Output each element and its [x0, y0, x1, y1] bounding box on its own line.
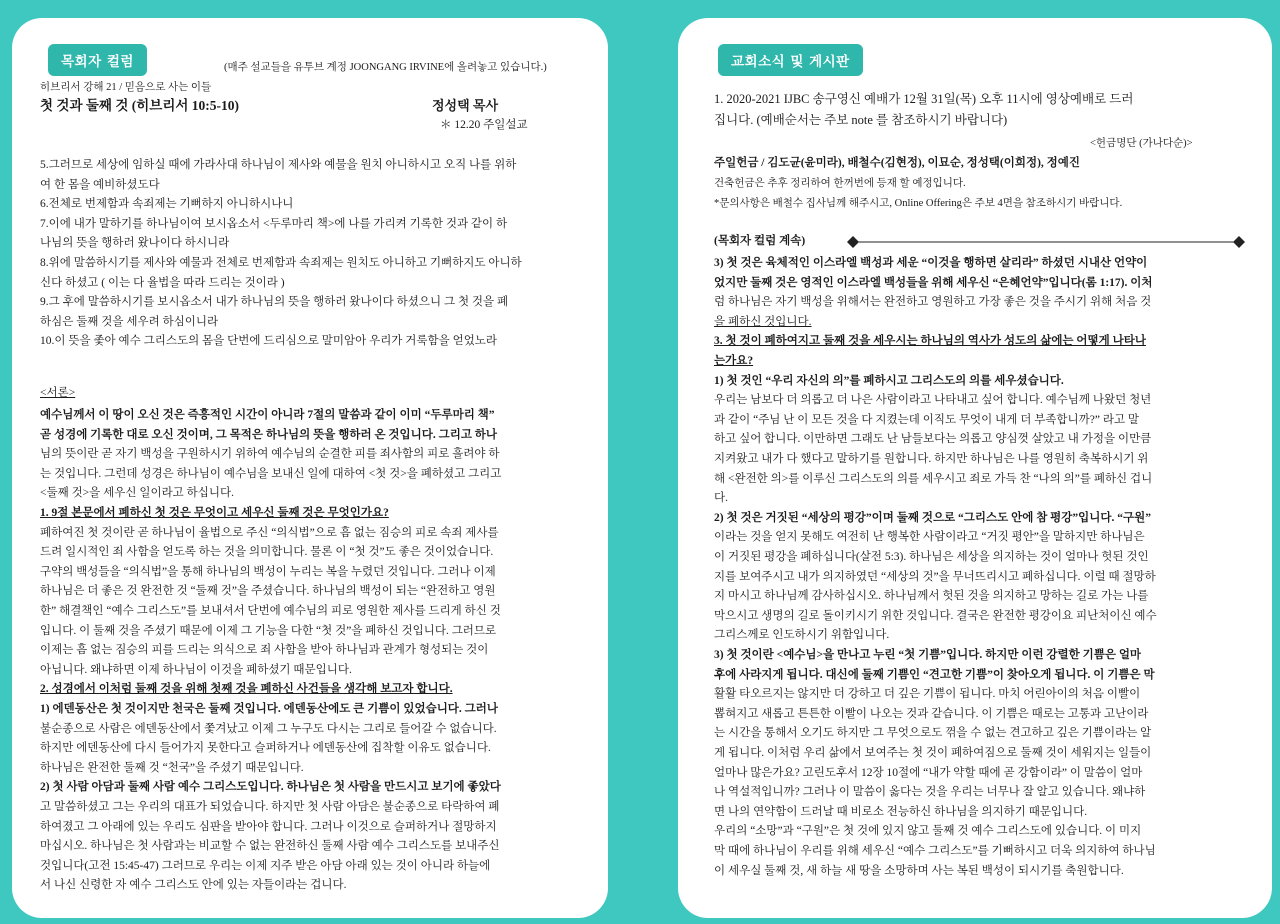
text-line: 7.이에 내가 말하기를 하나님이여 보시옵소서 <두루마리 책>에 나를 가리켜 기록한 것과 같이 하: [40, 217, 508, 230]
text-line: 서 나신 신령한 자 예수 그리스도 안에 있는 자들이라는 겁니다.: [40, 879, 347, 892]
text-line: 후에 사라지게 됩니다. 대신에 둘째 기쁨인 “견고한 기쁨”이 찾아오게 됩니다. 이 기쁨은 막: [714, 668, 1155, 681]
sermon-title: 첫 것과 둘째 것 (히브리서 10:5-10): [40, 98, 240, 113]
sermon-series: 히브리서 강해 21 / 믿음으로 사는 이들: [40, 82, 212, 93]
text-line: 이라는 것을 얻지 못해도 여전히 난 행복한 사람이라고 “거짓 평안”을 말하지만 하나님은: [714, 531, 1145, 544]
text-line: 3. 첫 것이 폐하여지고 둘째 것을 세우시는 하나님의 역사가 성도의 삶에는 어떻게 나타나: [714, 335, 1146, 348]
text-line: 과 같이 “주님 난 이 모든 것을 다 지켰는데 이직도 무엇이 내게 더 부족합니까?” 라고 말: [714, 413, 1140, 426]
text-line: 하심은 둘째 것을 세우려 하심이니라: [40, 315, 219, 328]
text-line: 이 세우실 둘째 것, 새 하늘 새 땅을 소망하며 사는 복된 백성이 되시기를 축원합니다.: [714, 864, 1124, 877]
sermon-date: ＊ 12.20 주일설교: [440, 119, 528, 131]
text-line: 하지만 에덴동산에 다시 들어가지 못한다고 슬퍼하거나 에덴동산에 집착할 이유도 없습니다.: [40, 742, 491, 755]
text-line: 한” 해결책인 “예수 그리스도”를 보내셔서 단번에 예수님의 피로 영원한 제사를 드리게 하신 것: [40, 605, 501, 617]
text-line: 입니다. 이 둘째 것을 주셨기 때문에 이제 그 기능을 다한 “첫 것”을 폐하신 것입니다. 그러므로: [40, 624, 497, 637]
text-line: 는 것입니다. 그런데 성경은 하나님이 예수님을 보내신 일에 대하여 <첫 것>을 폐하셨고 그리고: [40, 467, 502, 480]
text-line: 신다 하셨고 ( 이는 다 율법을 따라 드리는 것이라 ): [40, 276, 285, 289]
text-line: 2) 첫 것은 거짓된 “세상의 평강”이며 둘째 것으로 “그리스도 안에 참 평강”입니다. “구원”: [714, 511, 1151, 524]
text-line: 막으시고 생명의 길로 돌이키시기 위한 것입니다. 결국은 완전한 평강이요 피난처이신 예수: [714, 609, 1157, 622]
text-line: 는 시간을 통해서 오기도 하지만 그 무엇으로도 꺾을 수 없는 견고하고 깊은 기쁨이라는 알: [714, 727, 1152, 740]
text-line: 고 말씀하셨고 그는 우리의 대표가 되었습니다. 하지만 첫 사람 아담은 불순종으로 타락하여 폐: [40, 801, 500, 813]
text-line: 2. 성경에서 이처럼 둘째 것을 위해 첫째 것을 폐하신 사건들을 생각해 보고자 합니다.: [40, 683, 453, 696]
text-line: 면 나의 연약함이 드러날 때 비로소 전능하신 하나님을 의지하기 때문입니다.: [714, 805, 1088, 818]
text-line: 1) 에덴동산은 첫 것이지만 천국은 둘째 것입니다. 에덴동산에도 큰 기쁨이 있었습니다. 그러나: [40, 703, 498, 715]
text-line: 여 한 몸을 예비하셨도다: [40, 178, 160, 191]
text-line: 었지만 둘째 것은 영적인 이스라엘 백성들을 위해 세우신 “은혜언약”입니다(롬 1:17). 이처: [714, 276, 1153, 289]
text-line: 하나님은 더 좋은 것 완전한 것 “둘째 것”을 주셨습니다. 하나님의 백성이 되는 “완전하고 영원: [40, 585, 496, 598]
text-line: 5.그러므로 세상에 임하실 때에 가라사대 하나님이 제사와 예물을 원치 아니하시고 오직 나를 위하: [40, 159, 517, 171]
text-line: 2) 첫 사람 아담과 둘째 사람 예수 그리스도입니다. 하나님은 첫 사람을 만드시고 보기에 좋았다: [40, 781, 501, 794]
text-line: 불순종으로 사람은 에덴동산에서 쫓겨났고 이제 그 누구도 다시는 그리로 들어갈 수 없습니다.: [40, 722, 497, 735]
text-line: 1. 9절 본문에서 폐하신 첫 것은 무엇이고 세우신 둘째 것은 무엇인가요?: [40, 507, 389, 519]
text-line: 게 됩니다. 이처럼 우리 삶에서 보여주는 첫 것이 폐하여짐으로 둘째 것이 세워지는 일들이: [714, 747, 1152, 759]
text-line: 다.: [714, 492, 728, 505]
text-line: 드려 일시적인 죄 사함을 얻도록 하는 것을 의미합니다. 물론 이 “첫 것”도 좋은 것이었습니다.: [40, 546, 494, 559]
text-line: 예수님께서 이 땅이 오신 것은 즉흥적인 시간이 아니라 7절의 말씀과 같이 이미 “두루마리 책”: [40, 409, 495, 421]
intro-heading: <서론>: [40, 387, 76, 399]
text-line: 1) 첫 것인 “우리 자신의 의”를 폐하시고 그리스도의 의를 세우셨습니다.: [714, 374, 1064, 387]
text-line: 이 거짓된 평강을 폐하십니다(살전 5:3). 하나님은 세상을 의지하는 것이 얼마나 헛된 것인: [714, 551, 1149, 563]
text-line: 우리는 남보다 더 의롭고 더 나은 사람이라고 나타내고 싶어 합니다. 예수님께 나왔던 청년: [714, 394, 1152, 407]
text-line: 이제는 흠 없는 짐승의 피를 드리는 의식으로 죄 사함을 받아 하나님과 관계가 형성되는 것이: [40, 644, 489, 657]
text-line: 해 <완전한 의>를 이루신 그리스도의 의를 세우시고 죄로 가득 찬 “나의 의”를 폐하신 겁니: [714, 472, 1153, 485]
text-line: 활활 타오르지는 않지만 더 강하고 더 깊은 기쁨이 됩니다. 마치 어린아이의 처음 이빨이: [714, 688, 1141, 701]
text-line: 나 역설적입니까? 그러나 이 말씀이 옳다는 것을 우리는 너무나 잘 알고 있습니다. 왜냐하: [714, 786, 1146, 799]
text-line: 럼 하나님은 자기 백성을 위해서는 완전하고 영원하고 가장 좋은 것을 주시기 위해 처음 것: [714, 296, 1152, 309]
right-page: [678, 18, 1272, 918]
text-line: 8.위에 말씀하시기를 제사와 예물과 전체로 번제함과 속죄제는 원치도 아니하고 기뻐하지도 아니하: [40, 257, 522, 269]
text-line: 뽑혀지고 새롭고 튼튼한 이빨이 나오는 것과 같습니다. 이 기쁨은 때로는 고통과 고난이라: [714, 707, 1149, 720]
offering-names: 주일헌금 / 김도균(윤미라), 배철수(김현정), 이묘순, 정성택(이희정), 정예진: [714, 157, 1080, 169]
text-line: 나님의 뜻을 행하러 왔나이다 하시니라: [40, 237, 230, 250]
text-line: 6.전체로 번제함과 속죄제는 기뻐하지 아니하시나니: [40, 198, 294, 211]
text-line: 지켜왔고 내가 다 했다고 말하기를 원합니다. 하지만 하나님은 나를 영원히 축복하시기 위: [714, 453, 1149, 465]
text-line: 는가요?: [714, 355, 754, 367]
column-continued: (목회자 컬럼 계속): [714, 235, 806, 247]
text-line: 하고 싶어 합니다. 이만하면 그래도 난 남들보다는 의롭고 양심껏 살았고 내 가정을 이만큼: [714, 433, 1152, 446]
text-line: 것입니다(고전 15:45-47) 그러므로 우리는 이제 지주 받은 아담 아래 있는 것이 아니라 하늘에: [40, 859, 491, 872]
offering-note-2: *문의사항은 배철수 집사님께 해주시고, Online Offering은 주보 4면을 참조하시기 바랍니다.: [714, 198, 1123, 209]
text-line: <둘째 것>을 세우신 일이라고 하십니다.: [40, 487, 234, 500]
news-board-tag: 교회소식 및 게시판: [718, 44, 863, 76]
text-line: 님의 뜻이란 곧 자기 백성을 구원하시기 위하여 예수님의 순결한 피를 죄사함의 피로 흘려야 하: [40, 448, 500, 461]
text-line: 9.그 후에 말씀하시기를 보시옵소서 내가 하나님의 뜻을 행하러 왔나이다 하셨으니 그 첫 것을 폐: [40, 296, 509, 309]
pastor-column-tag: 목회자 컬럼: [48, 44, 147, 76]
offering-heading: <헌금명단 (가나다순)>: [1090, 138, 1193, 149]
text-line: 얼마나 많은가요? 고린도후서 12장 10절에 “내가 약할 때에 곧 강함이라” 이 말씀이 얼마: [714, 766, 1143, 779]
text-line: 마십시오. 하나님은 첫 사람과는 비교할 수 없는 완전하신 둘째 사람 예수 그리스도를 보내주신: [40, 840, 500, 853]
text-line: 곧 성경에 기록한 대로 오신 것이며, 그 목적은 하나님의 뜻을 행하러 온 것입니다. 그리고 하나: [40, 428, 498, 441]
text-line: 우리의 “소망”과 “구원”은 첫 것에 있지 않고 둘째 것 예수 그리스도에 있습니다. 이 미지: [714, 825, 1142, 838]
text-line: 아닙니다. 왜냐하면 이제 하나님이 이것을 폐하셨기 때문입니다.: [40, 663, 352, 676]
youtube-note: (매주 설교들을 유투브 계정 JOONGANG IRVINE에 올려놓고 있습니다.): [224, 62, 547, 73]
text-line: 3) 첫 것은 육체적인 이스라엘 백성과 세운 “이것을 행하면 살리라” 하셨던 시내산 언약이: [714, 257, 1148, 269]
text-line: 3) 첫 것이란 <예수님>을 만나고 누린 “첫 기쁨”입니다. 하지만 이런 강렬한 기쁨은 얼마: [714, 649, 1142, 661]
news-line-2: 집니다. (예배순서는 주보 note 를 참조하시기 바랍니다): [714, 113, 1008, 127]
news-line-1: 1. 2020-2021 IJBC 송구영신 예배가 12월 31일(목) 오후 11시에 영상예배로 드러: [714, 92, 1134, 106]
text-line: 막 때에 하나님이 우리를 위해 세우신 “예수 그리스도”를 기뻐하시고 더욱 의지하여 하나님: [714, 845, 1156, 857]
text-line: 구약의 백성들을 “의식법”을 통해 하나님의 백성이 누리는 복을 누렸던 것입니다. 그러나 이제: [40, 565, 496, 578]
sermon-author: 정성택 목사: [432, 98, 499, 113]
text-line: 10.이 뜻을 좇아 예수 그리스도의 몸을 단번에 드리심으로 말미암아 우리가 거룩함을 얻었노라: [40, 335, 498, 348]
divider-line: [846, 235, 1246, 249]
text-line: 지 마시고 하나님께 감사하십시오. 하나님께서 헛된 것을 의지하고 망하는 길로 가는 나를: [714, 590, 1149, 603]
text-line: 그리스께로 인도하시기 위함입니다.: [714, 629, 890, 642]
text-line: 하여졌고 그 아래에 있는 우리도 심판을 받아야 합니다. 그러나 이것으로 슬퍼하거나 절망하지: [40, 820, 497, 833]
offering-note-1: 건축헌금은 추후 정리하여 한꺼번에 등재 할 예정입니다.: [714, 178, 966, 189]
text-line: 폐하여진 첫 것이란 곧 하나님이 율법으로 주신 “의식법”으로 흠 없는 짐승의 피로 속죄 제사를: [40, 526, 499, 539]
text-line: 을 폐하신 것입니다.: [714, 315, 812, 328]
left-page: [12, 18, 608, 918]
text-line: 하나님은 완전한 둘째 것 “천국”을 주셨기 때문입니다.: [40, 761, 304, 774]
text-line: 지를 보여주시고 내가 의지하였던 “세상의 것”을 무너뜨리시고 폐하십니다. 이럴 때 절망하: [714, 570, 1156, 583]
